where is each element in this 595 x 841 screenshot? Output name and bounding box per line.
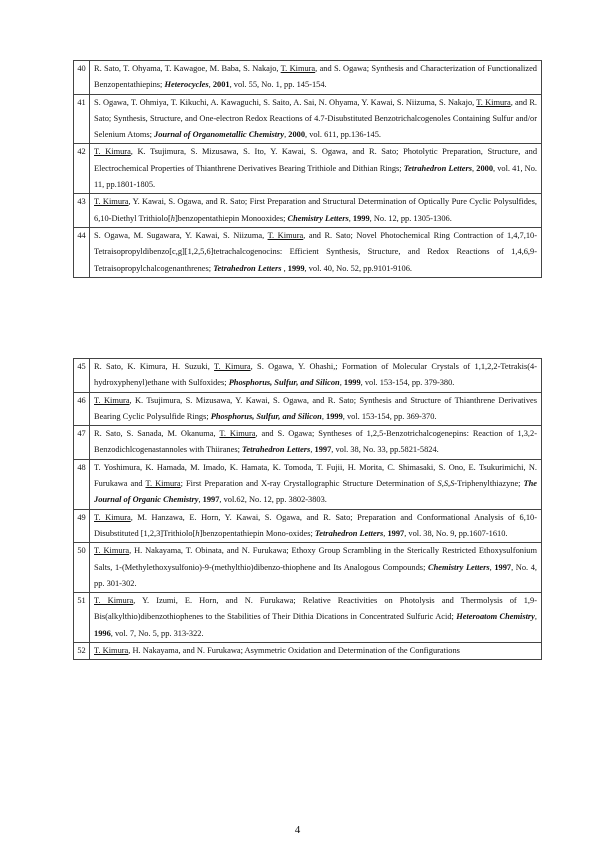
citation-text: T. Yoshimura, K. Hamada, M. Imado, K. Hamata, K. Tomoda, T. Fujii, H. Morita, C. Shimasaki, S. Ono, E. Tsukurimichi, N. Furukawa and — [94, 462, 537, 489]
journal-name: Phosphorus, Sulfur, and Silicon — [228, 378, 340, 388]
publication-year: 1999 — [343, 378, 361, 388]
reference-row — [74, 194, 542, 228]
citation-text: , — [310, 445, 315, 455]
citation-text: , vol.62, No. 12, pp. 3802-3803. — [219, 495, 327, 505]
citation-text: , H. Nakayama, T. Obinata, and N. Furukawa; Ethoxy Group Scrambling in the Sterically Restricted Ethoxysulfonium Salts, 1-(Methylethoxysulfonio)-9-(methylthio)dibenzo-thiophene and Its Analogous Compounds; — [94, 546, 537, 572]
author-highlight: T. Kimura — [94, 546, 130, 556]
citation-text: , — [321, 411, 326, 421]
reference-row — [74, 392, 542, 426]
author-highlight: T. Kimura — [145, 479, 181, 489]
publication-year: 1999 — [326, 411, 343, 421]
reference-row — [74, 593, 542, 643]
author-highlight: T. Kimura — [214, 362, 251, 371]
reference-citation — [90, 426, 542, 460]
author-highlight: T. Kimura — [94, 147, 131, 157]
citation-text: , No. 12, pp. 1305-1306. — [369, 213, 452, 223]
italic-text: h — [170, 213, 175, 223]
citation-text: ]benzopentathiepin Mono-oxides; — [199, 528, 315, 538]
reference-number: 52 — [74, 643, 90, 660]
reference-citation — [90, 144, 542, 194]
citation-text: , — [472, 163, 477, 173]
citation-text: , vol. 153-154, pp. 379-380. — [360, 378, 455, 388]
citation-text: , vol. 38, No. 9, pp.1607-1610. — [404, 528, 508, 538]
citation-text: , vol. 40, No. 52, pp.9101-9106. — [304, 263, 413, 273]
citation-text: , — [208, 80, 213, 90]
reference-citation — [90, 61, 542, 95]
author-highlight: T. Kimura — [94, 395, 130, 405]
citation-text: , H. Nakayama, and N. Furukawa; Asymmetric Oxidation and Determination of the Configurations — [128, 646, 460, 656]
citation-text: , — [339, 378, 344, 388]
reference-table-two — [73, 358, 542, 660]
citation-text: S. Ogawa, M. Sugawara, Y. Kawai, S. Niizuma, — [94, 230, 268, 240]
citation-text: , and R. Sato; Novel Photochemical Ring Contraction of 1,4,7,10-Tetraisopropyldibenzo[c,g][1,2,5,6]tetrachalcogenocins: Efficient Synthesis, Structure, and Redox Reactions of 1,4,6,9-Tetraisopropylchalcogenanthrenes; — [94, 230, 537, 273]
journal-name: The Journal of Organic Chemistry — [94, 479, 538, 505]
reference-number: 47 — [74, 426, 90, 460]
citation-text: , vol. 153-154, pp. 369-370. — [342, 411, 437, 421]
reference-row — [74, 426, 542, 460]
reference-number: 44 — [74, 227, 90, 277]
reference-number: 49 — [74, 509, 90, 543]
journal-name: Tetrahedron Letters — [213, 263, 282, 273]
reference-citation — [90, 94, 542, 144]
citation-text: , vol. 611, pp.136-145. — [305, 130, 382, 140]
citation-text: -Triphenylthiazyne; — [454, 479, 524, 489]
citation-text: , — [489, 562, 495, 572]
reference-citation — [90, 194, 542, 228]
citation-text: , — [534, 612, 537, 622]
citation-text: , vol. 55, No. 1, pp. 145-154. — [229, 80, 327, 90]
reference-citation — [90, 459, 542, 509]
publication-year: 1999 — [352, 213, 370, 223]
reference-citation — [90, 392, 542, 426]
citation-text: , — [281, 263, 288, 273]
reference-number: 46 — [74, 392, 90, 426]
author-highlight: T. Kimura — [94, 596, 134, 606]
publication-year: 1999 — [287, 263, 305, 273]
citation-text: , M. Hanzawa, E. Horn, Y. Kawai, S. Ogawa, and R. Sato; Preparation and Conformational Analysis of 6,10-Disubstituted [1,2,3]Trithiolo[ — [94, 512, 538, 538]
reference-number: 45 — [74, 359, 90, 393]
citation-text: , and R. Sato; Synthesis, Structure, and One-electron Redox Reactions of 4.7-Disubstituted Benzotrichalcogenoles Containing Sulfur and/or Selenium Atoms; — [94, 97, 537, 140]
citation-text: R. Sato, K. Kimura, H. Suzuki, — [94, 362, 215, 371]
citation-text: S. Ogawa, T. Ohmiya, T. Kikuchi, A. Kawaguchi, S. Saito, A. Sai, N. Ohyama, Y. Kawai, S. Niizuma, S. Nakajo, — [94, 97, 477, 107]
citation-text: , Y. Kawai, S. Ogawa, and R. Sato; First Preparation and Structural Determination of Optically Pure Cyclic Polysulfides, 6,10-Diethyl Trithiolo[ — [94, 197, 537, 223]
reference-row — [74, 94, 542, 144]
author-highlight: T. Kimura — [280, 64, 316, 73]
author-highlight: T. Kimura — [219, 429, 256, 439]
reference-number: 51 — [74, 593, 90, 643]
reference-number: 43 — [74, 194, 90, 228]
citation-text: , and S. Ogawa; Synthesis and Characterization of Functionalized Benzopentathiepins; — [94, 64, 537, 90]
citation-text: R. Sato, T. Ohyama, T. Kawagoe, M. Baba, S. Nakajo, — [94, 64, 281, 73]
publication-year: 2001 — [212, 80, 230, 90]
reference-citation — [90, 643, 542, 660]
citation-text: , — [383, 528, 388, 538]
reference-citation — [90, 509, 542, 543]
reference-row — [74, 359, 542, 393]
journal-name: Tetrahedron Letters — [403, 163, 473, 173]
reference-number: 48 — [74, 459, 90, 509]
author-highlight: T. Kimura — [94, 512, 131, 522]
author-highlight: T. Kimura — [476, 97, 511, 107]
author-highlight: T. Kimura — [94, 646, 129, 656]
reference-row — [74, 643, 542, 660]
reference-row — [74, 459, 542, 509]
reference-citation — [90, 593, 542, 643]
reference-row — [74, 61, 542, 95]
reference-number: 42 — [74, 144, 90, 194]
author-highlight: T. Kimura — [267, 230, 304, 240]
publication-year: 1997 — [314, 445, 332, 455]
publication-year: 1997 — [494, 562, 512, 572]
citation-text: R. Sato, S. Sanada, M. Okanuma, — [94, 429, 220, 439]
reference-number: 50 — [74, 543, 90, 593]
page-number: 4 — [294, 824, 301, 836]
journal-name: Tetrahedron Letters — [314, 528, 384, 538]
journal-name: Journal of Organometallic Chemistry — [154, 130, 285, 140]
journal-name: Heteroatom Chemistry — [456, 612, 535, 622]
reference-citation — [90, 227, 542, 277]
italic-text: S,S,S — [437, 479, 455, 489]
citation-text: ]benzopentathiepin Monooxides; — [174, 213, 288, 223]
citation-text: , vol. 7, No. 5, pp. 313-322. — [110, 628, 204, 638]
citation-text: , K. Tsujimura, S. Mizusawa, S. Ito, Y. Kawai, S. Ogawa, and R. Sato; Photolytic Preparation, Structure, and Electrochemical Properties of Thianthrene Derivatives Bearing Trithiole and Dithian Rings; — [94, 147, 538, 173]
reference-number: 40 — [74, 61, 90, 95]
reference-row — [74, 509, 542, 543]
publication-year: 1996 — [94, 628, 111, 638]
citation-text: , and S. Ogawa; Syntheses of 1,2,5-Benzotrichalcogenepins: Reaction of 1,3,2-Benzodichlcogenastannoles with Thiiranes; — [94, 429, 537, 455]
citation-text: ; First Preparation and X-ray Crystallographic Structure Determination of — [180, 479, 438, 489]
reference-row — [74, 543, 542, 593]
reference-row — [74, 227, 542, 277]
citation-text: , vol. 38, No. 33, pp.5821-5824. — [331, 445, 439, 455]
author-highlight: T. Kimura — [94, 197, 129, 207]
publication-year: 1997 — [202, 495, 220, 505]
citation-text: , S. Ogawa, Y. Ohashi,; Formation of Molecular Crystals of 1,1,2,2-Tetrakis(4-hydroxyphenyl)ethane with Sulfoxides; — [94, 362, 537, 388]
publication-year: 1997 — [387, 528, 405, 538]
reference-number: 41 — [74, 94, 90, 144]
reference-citation — [90, 359, 542, 393]
citation-text: , vol. 41, No. 11, pp.1801-1805. — [94, 163, 537, 190]
citation-text: , K. Tsujimura, S. Mizusawa, Y. Kawai, S. Ogawa, and R. Sato; Synthesis and Structure of Thianthrene Derivatives Bearing Cyclic Polysulfide Rings; — [94, 395, 537, 421]
italic-text: h — [195, 528, 200, 538]
journal-name: Tetrahedron Letters — [242, 445, 311, 455]
citation-text: , — [198, 495, 203, 505]
citation-text: , No. 4, pp. 301-302. — [94, 562, 537, 588]
citation-text: , — [284, 130, 289, 140]
journal-name: Chemistry Letters — [287, 213, 349, 223]
citation-text: , — [348, 213, 353, 223]
journal-name: Chemistry Letters — [427, 562, 490, 572]
reference-table-one — [73, 60, 542, 278]
journal-name: Heterocycles — [164, 80, 209, 90]
citation-text: , Y. Izumi, E. Horn, and N. Furukawa; Relative Reactivities on Photolysis and Thermolysis of 1,9-Bis(alkylthio)dibenzothiophenes to the Stabilities of Their Dithia Dications in Concentrated Sulfuric Acid; — [94, 596, 537, 622]
publication-year: 2000 — [476, 163, 493, 173]
journal-name: Phosphorus, Sulfur, and Silicon — [210, 411, 322, 421]
publication-year: 2000 — [288, 130, 306, 140]
reference-citation — [90, 543, 542, 593]
reference-row — [74, 144, 542, 194]
